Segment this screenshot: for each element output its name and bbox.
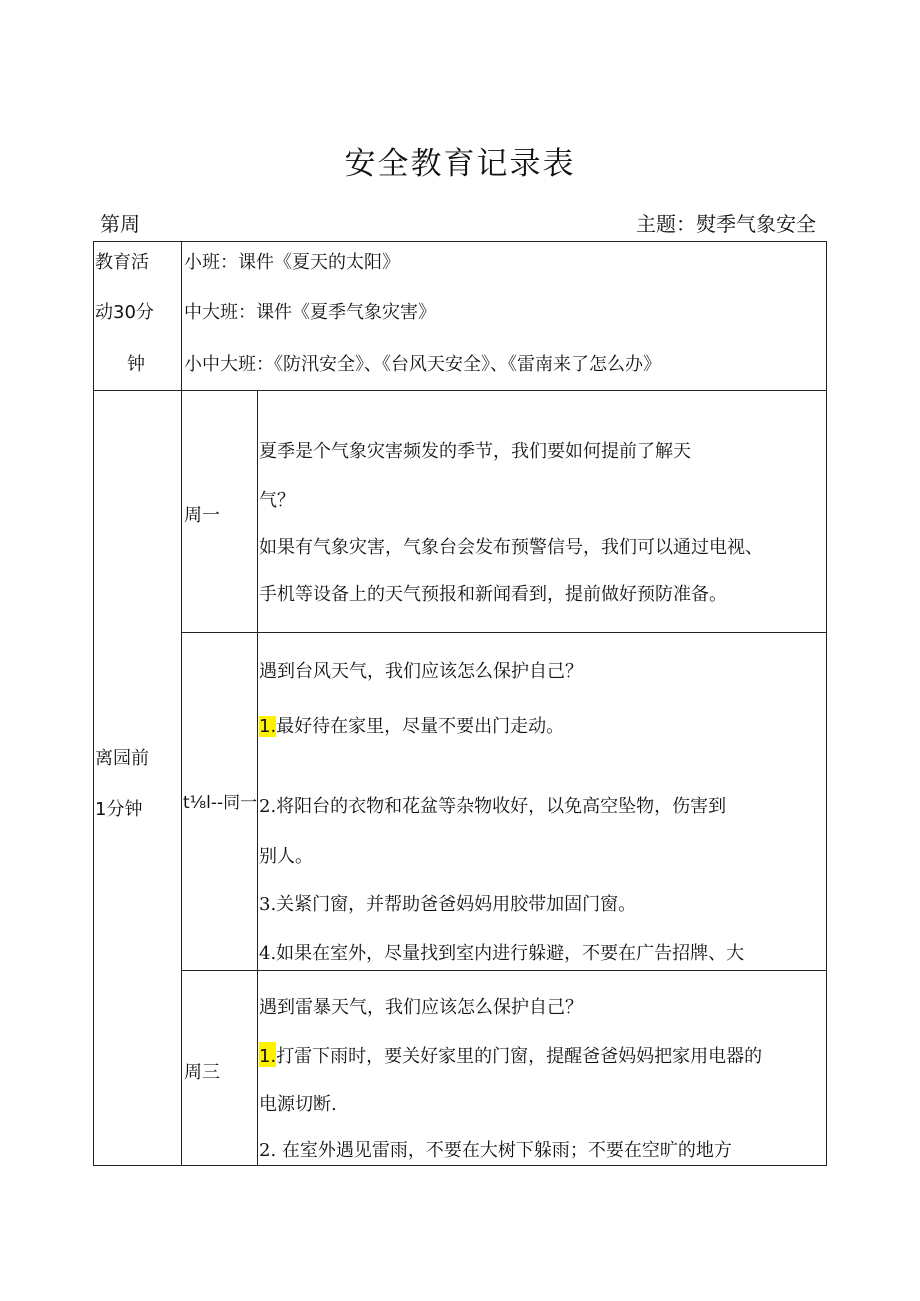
wednesday-question: 遇到雷暴天气，我们应该怎么保护自己？: [259, 997, 583, 1018]
tuesday-item-1: [259, 712, 564, 738]
day-label-tuesday: t⅛l--同一: [183, 793, 258, 813]
monday-line-3: 如果有气象灾害，气象台会发布预警信号，我们可以通过电视、: [259, 537, 763, 558]
table-border-bottom: [93, 1165, 827, 1166]
row-divider-monday: [181, 632, 827, 633]
tuesday-question: 遇到台风天气，我们应该怎么保护自己？: [259, 661, 583, 682]
highlight-number: 1.: [259, 1042, 276, 1067]
tuesday-line-5: 4.如果在室外，尽量找到室内进行躲避，不要在广告招牌、大: [259, 943, 745, 964]
activity-label-line-1: 教育活: [95, 252, 149, 273]
theme-label: 主题：熨季气象安全: [636, 212, 816, 236]
wednesday-line-2: 电源切断.: [259, 1094, 337, 1115]
week-label: 第周: [100, 212, 140, 236]
leaving-label-line-2: 1分钟: [95, 799, 143, 820]
wednesday-item-1-text: 打雷下雨时，要关好家里的门窗，提醒爸爸妈妈把家用电器的: [276, 1046, 763, 1067]
wednesday-item-1: [259, 1042, 762, 1068]
highlight-number: 1.: [259, 716, 277, 737]
activity-label-line-2: 动30分: [95, 302, 154, 323]
column-divider-day: [257, 390, 258, 1166]
table-border-left: [93, 241, 94, 1166]
row-divider-activity: [93, 390, 827, 391]
day-label-monday: 周一: [184, 505, 220, 526]
activity-item-middle-large-class: 中大班：课件《夏季气象灾害》: [184, 302, 436, 323]
monday-line-2: 气？: [259, 490, 295, 511]
table-border-top: [93, 241, 827, 242]
activity-label-line-3: 钟: [127, 354, 145, 375]
tuesday-line-3: 别人。: [259, 846, 313, 867]
activity-item-all-classes: 小中大班：《防汛安全》、《台风天安全》、《雷南来了怎么办》: [184, 354, 661, 375]
monday-line-1: 夏季是个气象灾害频发的季节，我们要如何提前了解天: [259, 441, 691, 462]
tuesday-line-2: 2.将阳台的衣物和花盆等杂物收好，以免高空坠物，伤害到: [259, 796, 727, 817]
row-divider-tuesday: [181, 970, 827, 971]
monday-line-4: 手机等设备上的天气预报和新闻看到，提前做好预防准备。: [259, 584, 727, 605]
leaving-label-line-1: 离园前: [95, 748, 149, 769]
column-divider-label: [181, 241, 182, 1166]
day-label-wednesday: 周三: [184, 1062, 220, 1083]
tuesday-line-4: 3.关紧门窗，并帮助爸爸妈妈用胶带加固门窗。: [259, 894, 637, 915]
tuesday-item-1-text: 最好待在家里，尽量不要出门走动。: [276, 716, 565, 737]
activity-item-small-class: 小班：课件《夏天的太阳》: [184, 252, 400, 273]
wednesday-line-3: 2. 在室外遇见雷雨，不要在大树下躲雨；不要在空旷的地方: [259, 1140, 732, 1161]
page-title: 安全教育记录表: [344, 146, 576, 182]
table-border-right: [826, 241, 827, 1166]
